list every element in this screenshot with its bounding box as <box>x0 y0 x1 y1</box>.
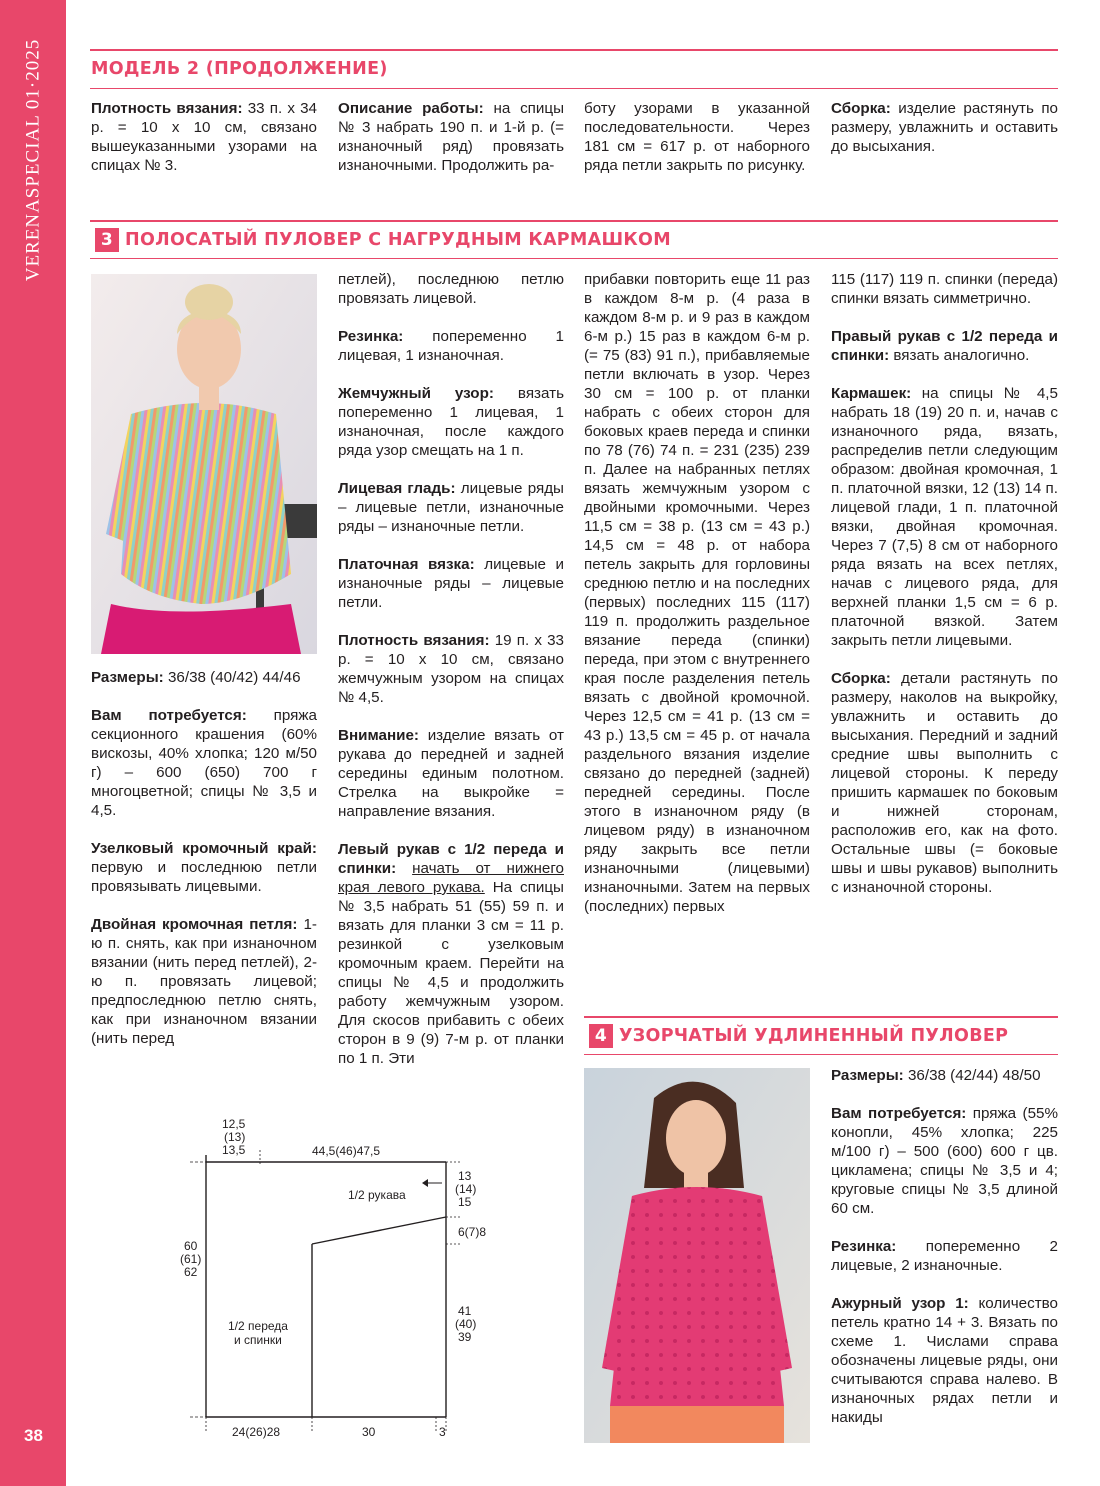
left-height-dim-3: 62 <box>184 1265 198 1279</box>
need-label: Вам потребуется: <box>831 1105 967 1122</box>
rib-label: Резинка: <box>338 328 404 345</box>
knot-edge-label: Узелковый кромочный край: <box>91 840 317 857</box>
bottom-right-dim: 3 <box>439 1425 446 1439</box>
body-label-2: и спинки <box>234 1333 282 1347</box>
page-number: 38 <box>24 1426 43 1445</box>
section4-title: 4 УЗОРЧАТЫЙ УДЛИНЕННЫЙ ПУЛОВЕР <box>589 1024 1008 1048</box>
bottom-left-dim: 24(26)28 <box>232 1425 281 1439</box>
top-left-dim-3: 13,5 <box>222 1143 246 1157</box>
pattern-schematic <box>160 1110 560 1450</box>
section-rule <box>90 258 1058 259</box>
top-left-dim-2: (13) <box>224 1130 246 1144</box>
right-bottom-dim-3: 39 <box>458 1330 472 1344</box>
section4-number: 4 <box>589 1024 613 1048</box>
left-sleeve-label: Левый рукав с 1/2 переда и спинки: <box>338 841 564 877</box>
density-label: Плотность вязания: <box>338 632 490 649</box>
lace-label: Ажурный узор 1: <box>831 1295 969 1312</box>
left-height-dim-2: (61) <box>180 1252 202 1266</box>
magazine-title: VERENASPECIAL 01·2025 <box>22 38 43 282</box>
garter-label: Платочная вязка: <box>338 556 475 573</box>
section4-col: Размеры: 36/38 (42/44) 48/50 Вам потребуется: пряжа (55% конопли, 45% хлопка; 225 м/100 г) – 500 (600) 600 г цв. цикламена; спицы № 3,5 и 4; круговые спицы № 3,5 длиной 60 см. Резинка: попеременно 2 лицевые, 2 изнаночные. Ажурный узор 1: количество петель кратно 14 + 3. Вязать по схеме 1. Числами справа обозначены лицевые ряды, они считываются справа налево. В изнаночных рядах петли и накиды <box>831 1067 1058 1426</box>
model2-col2: Описание работы: на спицы № 3 набрать 190 п. и 1-й р. (= изнаночный ряд) провязать изнаночными. Продолжить ра- <box>338 100 564 174</box>
right-bottom-dim-2: (40) <box>455 1317 477 1331</box>
section-rule <box>584 1016 1058 1018</box>
assembly-label: Сборка: <box>831 670 891 687</box>
pocket-label: Кармашек: <box>831 385 912 402</box>
striped-pullover-image <box>91 274 317 654</box>
model2-col1: Плотность вязания: 33 п. х 34 р. = 10 х 10 см, связано вышеуказанными узорами на спицах № 3. <box>91 100 317 174</box>
model2-title: МОДЕЛЬ 2 (ПРОДОЛЖЕНИЕ) <box>91 59 388 79</box>
striped-pullover-photo <box>91 274 317 654</box>
top-left-dim-1: 12,5 <box>222 1117 246 1131</box>
left-sleeve-underlined: начать от нижнего края левого рукава. <box>338 860 564 896</box>
right-top-dim-3: 15 <box>458 1195 472 1209</box>
section3-title: 3 ПОЛОСАТЫЙ ПУЛОВЕР С НАГРУДНЫМ КАРМАШКОМ <box>95 228 671 252</box>
bottom-mid-dim: 30 <box>362 1425 376 1439</box>
arrow-head-icon <box>422 1179 428 1187</box>
top-width-dim: 44,5(46)47,5 <box>312 1144 381 1158</box>
model2-col4: Сборка: изделие растянуть по размеру, увлажнить и оставить до высыхания. <box>831 100 1058 155</box>
section3-number: 3 <box>95 228 119 252</box>
stockinette-label: Лицевая гладь: <box>338 480 456 497</box>
right-bottom-dim-1: 41 <box>458 1304 472 1318</box>
density-label: Плотность вязания: <box>91 100 243 117</box>
sizes-label: Размеры: <box>91 669 164 686</box>
lace-pullover-image <box>584 1068 810 1443</box>
pearl-label: Жемчужный узор: <box>338 385 494 402</box>
body-label-1: 1/2 переда <box>228 1319 288 1333</box>
double-edge-label: Двойная кромочная петля: <box>91 916 298 933</box>
right-top-dim-2: (14) <box>455 1182 477 1196</box>
sizes-label: Размеры: <box>831 1067 904 1084</box>
work-label: Описание работы: <box>338 100 484 117</box>
attention-label: Внимание: <box>338 727 419 744</box>
section-rule <box>90 88 1058 89</box>
right-mid-dim: 6(7)8 <box>458 1225 487 1239</box>
section-rule <box>90 220 1058 222</box>
section3-col4: 115 (117) 119 п. спинки (переда) спинки вязать симметрично. Правый рукав с 1/2 переда и спинки: вязать аналогично. Кармашек: на спицы № 4,5 набрать 18 (19) 20 п. и, начав с изнаночного ряда, вязать, распределив петли следующим образом: двойная кромочная, 1 п. платочной вязки, 12 (13) 14 п. лицевой глади, 1 п. платочной вязки, двойная кромочная. Через 7 (7,5) 8 см от наборного ряда вязать на всех петлях, начав с лицевого ряда, для верхней планки 1,5 см = 6 р. платочной вязкой. Затем закрыть петли лицевыми. Сборка: детали растянуть по размеру, наколов на выкройку, увлажнить и оставить до высыхания. Передний и задний средние швы выполнить с лицевой стороны. К переду пришить кармашек по боковым и нижней сторонам, расположив его, как на фото. Остальные швы (= боковые швы и швы рукавов) выполнить с изнаночной стороны. <box>831 271 1058 896</box>
model2-col3: боту узорами в указанной последовательности. Через 181 см = 617 р. от наборного ряда петли закрыть по рисунку. <box>584 100 810 174</box>
assembly-label: Сборка: <box>831 100 891 117</box>
sleeve-label: 1/2 рукава <box>348 1188 406 1202</box>
lace-pullover-photo <box>584 1068 810 1443</box>
rib-label: Резинка: <box>831 1238 897 1255</box>
section-rule <box>584 1054 1058 1055</box>
right-top-dim-1: 13 <box>458 1169 472 1183</box>
left-height-dim-1: 60 <box>184 1239 198 1253</box>
section-rule <box>90 49 1058 51</box>
section3-col1: Размеры: 36/38 (40/42) 44/46 Вам потребуется: пряжа секционного крашения (60% вискозы, 40% хлопка; 120 м/50 г) – 600 (650) 700 г многоцветной; спицы № 3,5 и 4,5. Узелковый кромочный край: первую и последнюю петли провязывать лицевыми. Двойная кромочная петля: 1-ю п. снять, как при изнаночном вязании (нить перед петлей), 2-ю п. провязать лицевой; предпоследнюю петлю снять, как при изнаночном вязании (нить перед <box>91 669 317 1047</box>
right-sleeve-label: Правый рукав с 1/2 переда и спинки: <box>831 328 1058 364</box>
section3-col2: петлей), последнюю петлю провязать лицевой. Резинка: попеременно 1 лицевая, 1 изнаночная. Жемчужный узор: вязать попеременно 1 лицевая, 1 изнаночная, после каждого ряда узор смещать на 1 п. Лицевая гладь: лицевые ряды – лицевые петли, изнаночные ряды – изнаночные петли. Платочная вязка: лицевые и изнаночные ряды – лицевые петли. Плотность вязания: 19 п. х 33 р. = 10 х 10 см, связано жемчужным узором на спицах № 4,5. Внимание: изделие вязать от рукава до передней и задней середины единым полотном. Стрелка на выкройке = направление вязания. Левый рукав с 1/2 переда и спинки: начать от нижнего края левого рукава. На спицы № 3,5 набрать 51 (55) 59 п. и вязать для планки 3 см = 11 р. резинкой с узелковым кромочным краем. Перейти на спицы № 4,5 и продолжить работу жемчужным узором. Для скосов прибавить с обеих сторон в 9 (9) 7-м р. от планки по 1 п. Эти <box>338 271 564 1067</box>
section3-col3: прибавки повторить еще 11 раз в каждом 8-м р. (4 раза в каждом 8-м р. и 9 раз в каждом 6-м р.) 15 раз в каждом 6-м р. (= 75 (83) 91 п.), прибавляемые петли включать в узор. Через 30 см = 100 р. от планки набрать с обеих сторон для боковых краев переда и спинки по 78 (76) 74 п. = 231 (235) 239 п. Далее на набранных петлях вязать жемчужным узором с двойными кромочными. Через 11,5 см = 38 р. (13 см = 43 р.) 14,5 см = 48 р. от набора петель закрыть для горловины среднюю петлю и на последних (первых) последних 115 (117) 119 п. продолжить раздельное вязание переда (спинки) переда, при этом с внутреннего края после разделения петель вязать с двойной кромочной. Через 12,5 см = 41 р. (13 см = 43 р.) 13,5 см = 45 р. от начала раздельного вязания изделие связано до передней (задней) передней середины. После этого в изнаночном ряду (в лицевом ряду) в изнаночном ряду закрыть все петли изнаночными (лицевыми) изнаночными. Затем на первых (последних) первых <box>584 271 810 915</box>
sidebar-band <box>0 0 66 1486</box>
need-label: Вам потребуется: <box>91 707 247 724</box>
